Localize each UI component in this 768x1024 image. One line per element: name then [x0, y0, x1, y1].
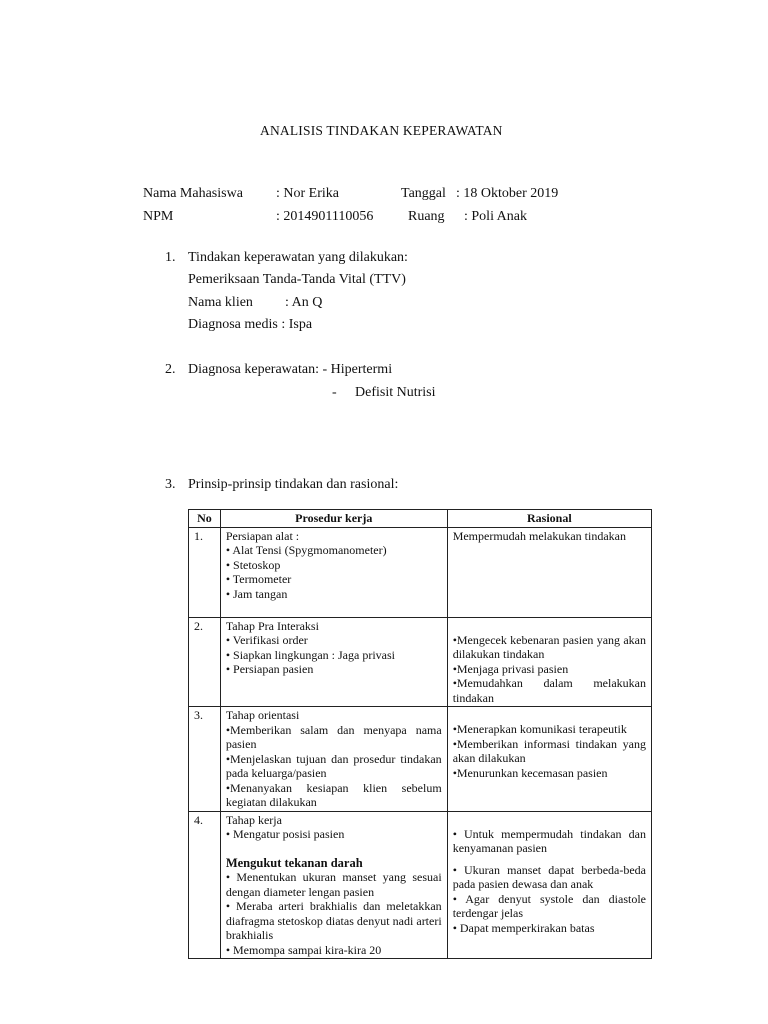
table-header-row: [189, 510, 652, 528]
procedure-item: • Memompa sampai kira-kira 20: [225, 942, 382, 957]
rational-item: •Menerapkan komunikasi terapeutik: [452, 722, 627, 736]
rational-cell: [447, 811, 651, 959]
section2-dash: -: [332, 385, 337, 400]
rational-item: • Ukuran manset dapat berbeda-beda pada pasien dewasa dan anak: [452, 862, 646, 891]
klien-label: Nama klien: [188, 295, 253, 310]
rational-cell: [447, 617, 651, 707]
procedure-cell: [220, 811, 447, 959]
procedure-item: • Siapkan lingkungan : Jaga privasi: [225, 647, 395, 662]
procedure-item: • Verifikasi order: [225, 633, 308, 647]
procedure-cell: [220, 707, 447, 812]
header-rasional: Rasional: [447, 510, 651, 528]
procedure-item: •Memberikan salam dan menyapa nama pasien: [225, 722, 442, 751]
rational-item: • Untuk mempermudah tindakan dan kenyamanan pasien: [452, 826, 646, 855]
procedure-item: • Termometer: [225, 572, 292, 586]
procedure-item: • Stetoskop: [225, 557, 281, 572]
table-row: [189, 527, 652, 617]
tindakan-text: Pemeriksaan Tanda-Tanda Vital (TTV): [188, 272, 406, 287]
rational-item: •Menjaga privasi pasien: [452, 661, 569, 676]
header-prosedur: Prosedur kerja: [220, 510, 447, 528]
section3-heading: Prinsip-prinsip tindakan dan rasional:: [188, 477, 399, 492]
tanggal-value: : 18 Oktober 2019: [456, 186, 559, 201]
procedure-title: Persiapan alat :: [225, 528, 300, 543]
rational-item: • Dapat memperkirakan batas: [452, 920, 595, 935]
section3-number: 3.: [165, 477, 176, 492]
procedure-item: • Meraba arteri brakhialis dan meletakkan diafragma stetoskop diatas denyut nadi arteri brakhialis: [225, 899, 442, 942]
procedure-title: Tahap kerja: [225, 812, 282, 827]
nama-label: Nama Mahasiswa: [143, 186, 243, 201]
row-number: 4.: [189, 811, 221, 959]
procedure-title: Tahap Pra Interaksi: [225, 618, 319, 633]
procedure-item: •Menjelaskan tujuan dan prosedur tindakan pada keluarga/pasien: [225, 751, 442, 780]
rational-item: •Memudahkan dalam melakukan tindakan: [452, 676, 646, 705]
npm-label: NPM: [143, 209, 174, 224]
procedure-cell: [220, 617, 447, 707]
procedure-item: • Persiapan pasien: [225, 662, 314, 676]
rational-item: • Agar denyut systole dan diastole terdengar jelas: [452, 891, 646, 920]
table-row: [189, 811, 652, 959]
rational-item: •Mengecek kebenaran pasien yang akan dilakukan tindakan: [452, 632, 646, 661]
tanggal-label: Tanggal: [401, 186, 446, 201]
procedure-item: • Mengatur posisi pasien: [225, 827, 345, 841]
procedure-item: • Alat Tensi (Spygmomanometer): [225, 543, 387, 557]
section1-heading: Tindakan keperawatan yang dilakukan:: [188, 250, 408, 265]
row-number: 2.: [189, 617, 221, 707]
rational-cell: [447, 707, 651, 812]
section2-number: 2.: [165, 362, 176, 377]
ruang-value: : Poli Anak: [464, 209, 528, 224]
procedure-item: • Jam tangan: [225, 586, 288, 601]
rational-item: •Menurunkan kecemasan pasien: [452, 765, 608, 780]
procedure-item: • Menentukan ukuran manset yang sesuai dengan diameter lengan pasien: [225, 870, 442, 899]
row-number: 3.: [189, 707, 221, 812]
npm-value: : 2014901110056: [276, 209, 374, 224]
procedure-cell: [220, 527, 447, 617]
klien-value: : An Q: [285, 295, 323, 310]
page-title: ANALISIS TINDAKAN KEPERAWATAN: [260, 123, 503, 138]
ruang-label: Ruang: [408, 209, 445, 224]
procedure-subheading: Mengukut tekanan darah: [225, 855, 363, 870]
procedure-title: Tahap orientasi: [225, 708, 300, 722]
diagnosa-medis: Diagnosa medis : Ispa: [188, 317, 313, 332]
section2-item: Defisit Nutrisi: [355, 385, 436, 400]
section1-number: 1.: [165, 250, 176, 265]
table-row: [189, 617, 652, 707]
table-row: [189, 707, 652, 812]
header-no: No: [189, 510, 221, 528]
procedure-item: •Menanyakan kesiapan klien sebelum kegiatan dilakukan: [225, 780, 442, 809]
prosedur-table: [188, 509, 652, 959]
nama-value: : Nor Erika: [276, 186, 339, 201]
rational-item: •Memberikan informasi tindakan yang akan dilakukan: [452, 736, 646, 765]
rational-item: Mempermudah melakukan tindakan: [452, 528, 626, 543]
row-number: 1.: [189, 527, 221, 617]
rational-cell: [447, 527, 651, 617]
section2-heading: Diagnosa keperawatan: - Hipertermi: [188, 362, 393, 377]
